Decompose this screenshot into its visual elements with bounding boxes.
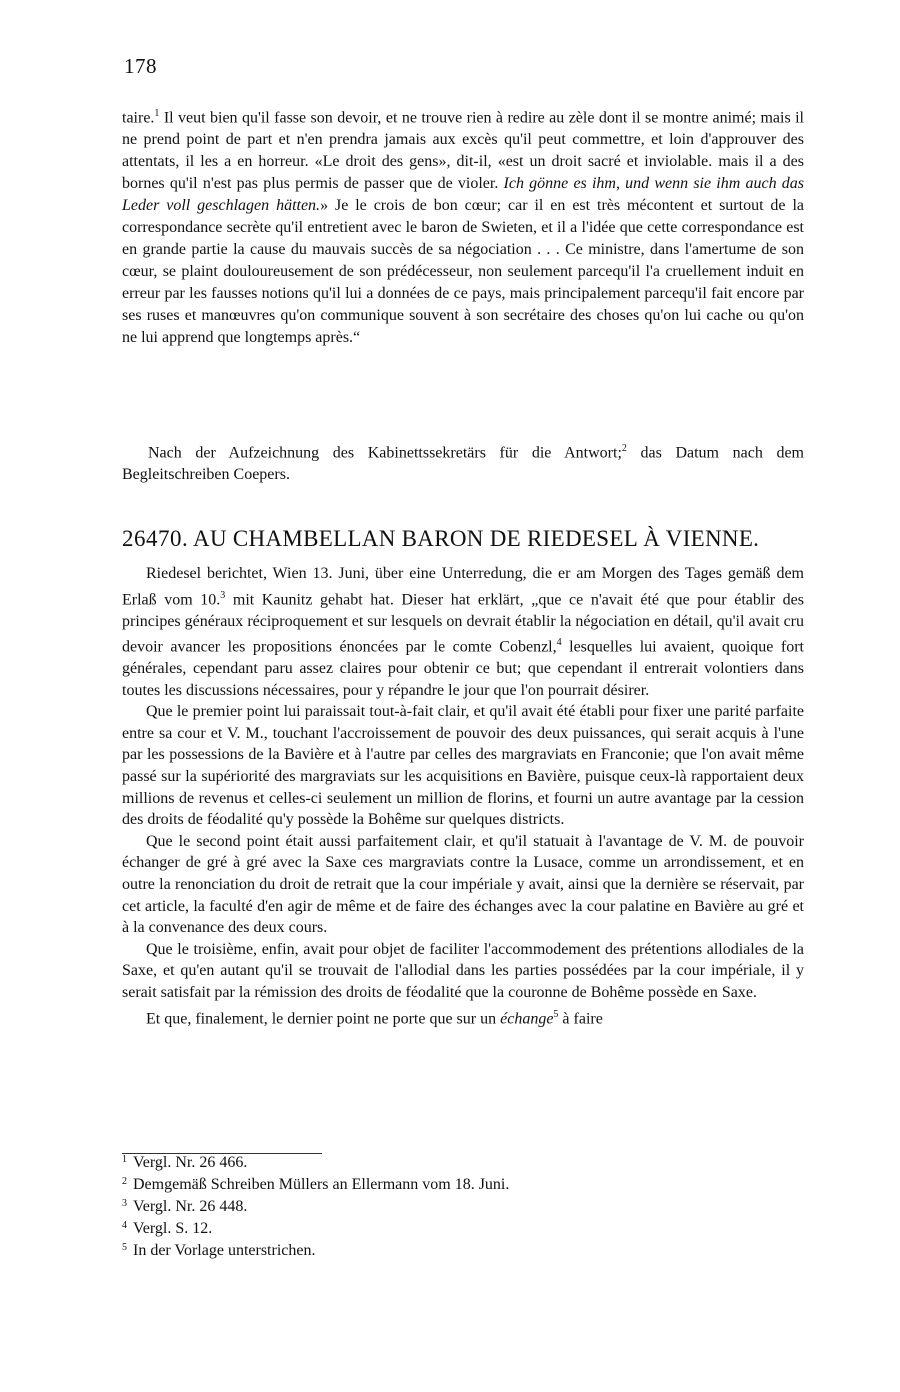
body-paragraph-2: Que le premier point lui paraissait tout-à-fait clair, et qu'il avait été établi pour fixer une parité parfaite entre sa cour et V. M., touchant l'accroissement de pouvoir des deux puissances, qui serait acquis à l'une par les possessions de la Bavière et à l'autre par celles des margraviats en Franconie; que l'on avait même passé sur la supériorité des margraviats sur les acquisitions en Bavière, puisque ceux-là rapportaient deux millions de revenus et celles-ci seulement un million de florins, et fourni un autre avantage par la cession des droits de féodalité qu'y possède la Bohême sur quelques districts. — [122, 703, 804, 829]
footnote: $^1$ Vergl. Nr. 26 466. — [122, 1154, 248, 1171]
quote-paragraph — [122, 103, 804, 349]
footnote: $^2$ Demgemäß Schreiben Müllers an Ellermann vom 18. Juni. — [122, 1176, 510, 1193]
document-number: 26470. — [122, 526, 189, 551]
page-number: 178 — [124, 54, 157, 78]
document-title: AU CHAMBELLAN BARON DE RIEDESEL À VIENNE. — [193, 526, 760, 551]
footnote-ref-4: 4 — [556, 637, 562, 649]
document-heading — [122, 526, 812, 552]
body-paragraph-3: Que le second point était aussi parfaitement clair, et qu'il statuait à l'avantage de V. M. de pouvoir échanger de gré à gré avec la Saxe ces margraviats contre la Lusace, comme un arrondissement, et en outre la renonciation du droit de retrait que la cour impériale y avait, ainsi que la dernière se réservait, par cet article, la faculté d'en agir de même et de faire des échanges avec la cour palatine en Bavière au gré et à la convenance des deux cours. — [122, 832, 804, 937]
body-paragraph-5: Et que, finalement, le dernier point ne porte que sur un échange$^5$ à faire — [146, 1008, 603, 1027]
editorial-note: Nach der Aufzeichnung des Kabinettssekretärs für die Antwort;$^2$ das Datum nach dem Begleitschreiben Coepers. — [122, 443, 804, 484]
footnote-ref-2: 2 — [621, 443, 627, 454]
footnote: $^4$ Vergl. S. 12. — [122, 1220, 213, 1237]
footnote: $^5$ In der Vorlage unterstrichen. — [122, 1242, 316, 1259]
footnote: $^3$ Vergl. Nr. 26 448. — [122, 1198, 248, 1215]
quote-text: taire.$^1$ Il veut bien qu'il fasse son devoir, et ne trouve rien à redire au zèle dont il se montre animé; mais il ne prend point de part et n'en prendra jamais aux excès qu'il peut commettre, et loin d'approuver des attentats, il les a en horreur. «Le droit des gens», dit-il, «est un droit sacré et inviolable. mais il a des bornes qu'il n'est pas plus permis de passer que de violer. Ich gönne es ihm, und wenn sie ihm auch das Leder voll geschlagen hätten.» Je le crois de bon cœur; car il en est très mécontent et surtout de la correspondance secrète qu'il entretient avec le baron de Swieten, et il a l'idée que cette correspondance est en grande partie la cause du mauvais succès de sa négociation . . . Ce ministre, dans l'amertume de son cœur, se plaint douloureusement de son prédécesseur, non seulement parcequ'il l'a cruellement induit en erreur par les fausses notions qu'il lui a données de ce pays, mais principalement parcequ'il fait encore par ses ruses et manœuvres qu'on communique souvent à son secrétaire des choses qu'on lui cache ou qu'on ne lui apprend que longtemps après.“ — [122, 108, 805, 347]
german-quote: Ich gönne es ihm, und wenn sie ihm auch das Leder voll geschlagen hätten. — [122, 175, 805, 215]
footnote-ref-1: 1 — [154, 108, 160, 119]
body-paragraph-4: Que le troisième, enfin, avait pour objet de faciliter l'accommodement des prétentions allodiales de la Saxe, et qu'en autant qu'il se trouvait de l'allodial dans les parties possédées par la cour impériale, il y serait satisfait par la rémission des droits de féodalité que la couronne de Bohême possède en Saxe. — [122, 940, 804, 1001]
footnote-ref-3: 3 — [220, 589, 226, 601]
letter-body — [122, 563, 804, 1029]
footnote-ref-5: 5 — [553, 1008, 559, 1020]
body-paragraph-1: Riedesel berichtet, Wien 13. Juni, über eine Unterredung, die er am Morgen des Tages gemäß dem Erlaß vom 10.$^3$ mit Kaunitz gehabt hat. Dieser hat erklärt, „que ce n'avait été que pour établir des principes généraux réciproquement et sur lesquels on devrait établir la négociation en détail, qu'il avait cru devoir avancer les propositions énoncées par le comte Cobenzl,$^4$ lesquelles lui avaient, quoique fort générales, cependant paru assez claires pour obtenir ce but; que cependant il entrerait volontiers dans toutes les discussions nécessaires, pour y répandre le jour que l'on pourrait désirer. — [122, 565, 805, 699]
footnotes — [122, 1149, 722, 1259]
